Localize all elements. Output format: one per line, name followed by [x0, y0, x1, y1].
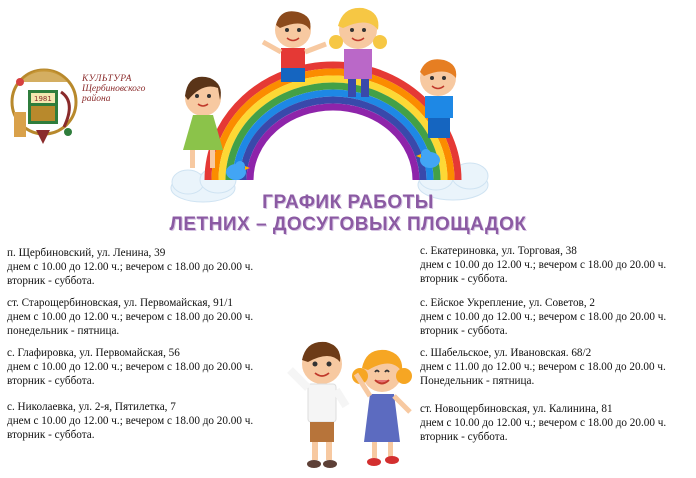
schedule-place: с. Екатериновка, ул. Торговая, 38	[420, 245, 577, 257]
schedule-block-left-2	[7, 296, 253, 339]
schedule-place: с. Глафировка, ул. Первомайская, 56	[7, 347, 180, 359]
logo-text	[82, 74, 145, 104]
schedule-days: понедельник - пятница.	[7, 325, 120, 338]
schedule-block-left-4	[7, 400, 253, 443]
schedule-days: вторник - суббота.	[7, 275, 95, 288]
schedule-block-right-1	[420, 244, 666, 287]
schedule-hours: днем с 10.00 до 12.00 ч.; вечером с 18.00 до 20.00 ч.	[7, 415, 254, 428]
schedule-days: вторник - суббота.	[420, 325, 508, 338]
schedule-place: с. Шабельское, ул. Ивановская. 68/2	[420, 347, 592, 359]
schedule-hours: днем с 10.00 до 12.00 ч.; вечером с 18.00 до 20.00 ч.	[420, 259, 667, 272]
logo-line-1: КУЛЬТУРА	[82, 74, 132, 84]
rainbow-children-illustration	[168, 0, 498, 205]
schedule-days: вторник - суббота.	[420, 273, 508, 286]
schedule-days: вторник - суббота.	[420, 431, 508, 444]
schedule-hours: днем с 10.00 до 12.00 ч.; вечером с 18.00 до 20.00 ч.	[420, 417, 667, 430]
schedule-block-left-1	[7, 246, 253, 289]
schedule-place: ст. Новощербиновская, ул. Калинина, 81	[420, 403, 613, 415]
schedule-hours: днем с 10.00 до 12.00 ч.; вечером с 18.00 до 20.00 ч.	[7, 261, 254, 274]
svg-text:1981: 1981	[34, 95, 52, 103]
schedule-hours: днем с 11.00 до 12.00 ч.; вечером с 18.00 до 20.00 ч.	[420, 361, 666, 374]
schedule-hours: днем с 10.00 до 12.00 ч.; вечером с 18.00 до 20.00 ч.	[7, 361, 254, 374]
schedule-days: вторник - суббота.	[7, 429, 95, 442]
schedule-place: ст. Старощербиновская, ул. Первомайская, 91/1	[7, 297, 233, 309]
schedule-block-right-3	[420, 346, 666, 389]
schedule-days: вторник - суббота.	[7, 375, 95, 388]
logo-line-2: Щербиновского	[82, 84, 146, 94]
title-line-1: ГРАФИК РАБОТЫ	[262, 192, 434, 213]
schedule-place: с. Ейское Укрепление, ул. Советов, 2	[420, 297, 596, 309]
title-line-2: ЛЕТНИХ – ДОСУГОВЫХ ПЛОЩАДОК	[169, 214, 527, 235]
logo-line-3: района	[82, 94, 111, 104]
schedule-block-left-3	[7, 346, 253, 389]
dancing-kids-illustration	[282, 332, 422, 478]
schedule-place: с. Николаевка, ул. 2-я, Пятилетка, 7	[7, 401, 176, 413]
schedule-hours: днем с 10.00 до 12.00 ч.; вечером с 18.00 до 20.00 ч.	[420, 311, 667, 324]
schedule-days: Понедельник - пятница.	[420, 375, 535, 388]
schedule-place: п. Щербиновский, ул. Ленина, 39	[7, 247, 166, 259]
schedule-hours: днем с 10.00 до 12.00 ч.; вечером с 18.00 до 20.00 ч.	[7, 311, 254, 324]
schedule-block-right-4	[420, 402, 666, 445]
schedule-block-right-2	[420, 296, 666, 339]
